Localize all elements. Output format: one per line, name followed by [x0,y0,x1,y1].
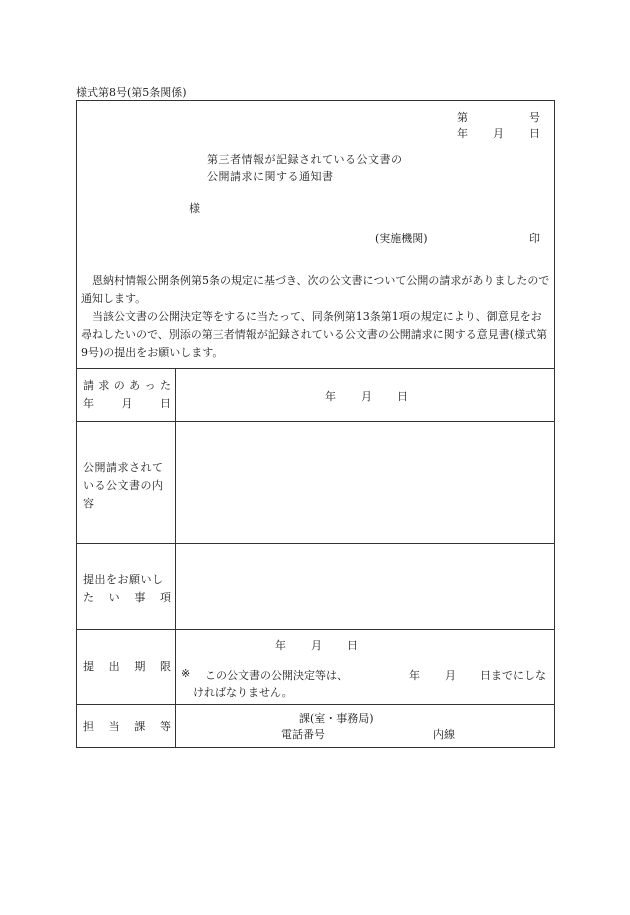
number-label-go: 号 [529,111,540,124]
deadline-note-text: この公文書の公開決定等は、 [205,669,348,682]
number-label-dai: 第 [457,111,468,124]
deadline-year: 年 [275,639,286,652]
deadline-note-year: 年 [409,669,420,682]
date-month: 月 [493,127,504,140]
seal-mark: 印 [529,232,540,245]
date-year: 年 [457,127,468,140]
deadline-note-month: 月 [445,669,456,682]
request-date-month: 月 [361,390,372,403]
request-date-year: 年 [325,390,336,403]
row-document-content-label: 公開請求されている公文書の内容 [83,461,164,510]
body-para2: 当該公文書の公開決定等をするに当たって、同条例第13条第1項の規定により、御意見をお尋ねしたいので、別添の第三者情報が記録されている公文書の公開請求に関する意見書(様式第9号)の提出をお願いします。 [81,310,548,359]
deadline-month: 月 [311,639,322,652]
row-request-date-label: 請 求 の あ っ た 年 月 日 [83,379,171,410]
request-date-day: 日 [397,390,408,403]
title-line2: 公開請求に関する通知書 [207,170,334,183]
department-phone-label: 電話番号 [281,728,325,741]
department-extension-label: 内線 [433,728,455,741]
row-deadline-label: 提 出 期 限 [83,660,171,673]
title-line1: 第三者情報が記録されている公文書の [207,153,403,166]
form-code: 様式第8号(第5条関係) [76,86,187,99]
deadline-note-mark: ※ [181,667,191,680]
form-box [76,100,555,748]
addressee-sama: 様 [189,202,200,215]
deadline-day: 日 [347,639,358,652]
department-line1: 課(室・事務局) [299,712,374,725]
date-day: 日 [529,127,540,140]
row-department-label: 担 当 課 等 [83,720,171,733]
deadline-note-day-suffix: 日までにしな [480,669,546,682]
issuer-label: (実施機関) [375,232,428,245]
deadline-note-line2: ければなりません。 [193,686,293,699]
body-para1: 恩納村情報公開条例第5条の規定に基づき、次の公文書について公開の請求がありましたので通知します。 [81,274,550,305]
row-requested-items-label: 提出をお願いし た い 事 項 [83,573,171,604]
